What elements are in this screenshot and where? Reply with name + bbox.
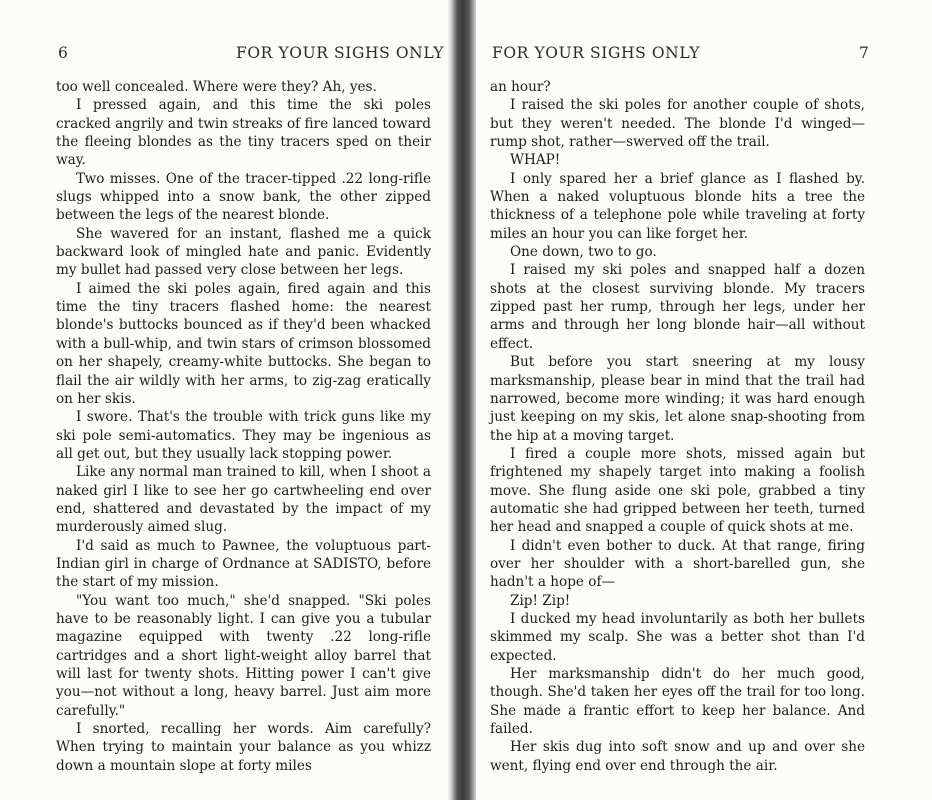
paragraph: Like any normal man trained to kill, when I shoot a naked girl I like to see her go cartwheeling end over end, shattered and devastated by the impact of my murderously aimed slug. — [56, 464, 431, 536]
paragraph: I only spared her a brief glance as I flashed by. When a naked voluptuous blonde hits a tree the thickness of a telephone pole while traveling at forty miles an hour you can like forget her. — [490, 170, 865, 242]
page-number: 7 — [859, 44, 870, 62]
paragraph: I pressed again, and this time the ski poles cracked angrily and twin streaks of fire lanced toward the fleeing blondes as the tiny tracers sped on their way. — [56, 97, 431, 169]
paragraph: Two misses. One of the tracer-tipped .22 long-rifle slugs whipped into a snow bank, the other zipped between the legs of the nearest blonde. — [56, 170, 431, 224]
paragraph: Her marksmanship didn't do her much good, though. She'd taken her eyes off the trail for too long. She made a frantic effort to keep her balance. And failed. — [490, 666, 865, 738]
paragraph: Her skis dug into soft snow and up and over she went, flying end over end through the air. — [490, 739, 865, 774]
paragraph: She wavered for an instant, flashed me a quick backward look of mingled hate and panic. Evidently my bullet had passed very close between her legs. — [56, 225, 431, 279]
paragraph: I swore. That's the trouble with trick guns like my ski pole semi-automatics. They may be ingenious as all get out, but they usually lack stopping power. — [56, 409, 431, 462]
right-page-text — [490, 78, 865, 775]
paragraph: Zip! Zip! — [510, 592, 571, 609]
paragraph: I fired a couple more shots, missed again but frightened my shapely target into making a foolish move. She flung aside one ski pole, grabbed a tiny automatic she had gripped between her teeth, turned her head and snapped a couple of quick shots at me. — [490, 445, 865, 536]
paragraph: an hour? — [490, 79, 551, 95]
paragraph: I raised my ski poles and snapped half a dozen shots at the closest surviving blonde. My tracers zipped past her rump, through her legs, under her arms and through her long blonde hair—all without effect. — [490, 262, 865, 352]
book-gutter — [448, 0, 478, 800]
paragraph: I raised the ski poles for another couple of shots, but they weren't needed. The blonde I'd winged—rump shot, rather—swerved off the trail. — [490, 97, 865, 151]
paragraph: too well concealed. Where were they? Ah, yes. — [56, 79, 377, 95]
page-number: 6 — [58, 44, 69, 62]
running-head: FOR YOUR SIGHS ONLY — [492, 44, 701, 62]
paragraph: I ducked my head involuntarily as both her bullets skimmed my scalp. She was a better shot than I'd expected. — [490, 610, 865, 664]
paragraph: I aimed the ski poles again, fired again and this time the tiny tracers flashed home: the nearest blonde's buttocks bounced as if they'd been whacked with a bull-whip, and twin stars of crimson blossomed on her shapely, creamy-white buttocks. She began to flail the air wildly with her arms, to zig-zag eratically on her skis. — [56, 280, 431, 407]
left-page — [0, 0, 452, 800]
paragraph: WHAP! — [510, 152, 561, 169]
left-page-text — [56, 78, 431, 775]
paragraph: I'd said as much to Pawnee, the voluptuous part-Indian girl in charge of Ordnance at SADISTO, before the start of my mission. — [56, 537, 431, 591]
right-page — [476, 0, 932, 800]
paragraph: One down, two to go. — [510, 244, 657, 261]
paragraph: But before you start sneering at my lousy marksmanship, please bear in mind that the trail had narrowed, become more winding; it was hard enough just keeping on my skis, let alone snap-shooting from the hip at a moving target. — [490, 354, 865, 444]
paragraph: I snorted, recalling her words. Aim carefully? When trying to maintain your balance as you whizz down a mountain slope at forty miles — [56, 721, 431, 774]
paragraph: I didn't even bother to duck. At that range, firing over her shoulder with a short-barelled gun, she hadn't a hope of— — [490, 537, 865, 591]
running-head: FOR YOUR SIGHS ONLY — [236, 44, 445, 62]
paragraph: "You want too much," she'd snapped. "Ski poles have to be reasonably light. I can give you a tubular magazine equipped with twenty .22 long-rifle cartridges and a short light-weight alloy barrel that will last for twenty shots. Hitting power I can't give you—not without a long, heavy barrel. Just aim more carefully." — [56, 592, 431, 719]
